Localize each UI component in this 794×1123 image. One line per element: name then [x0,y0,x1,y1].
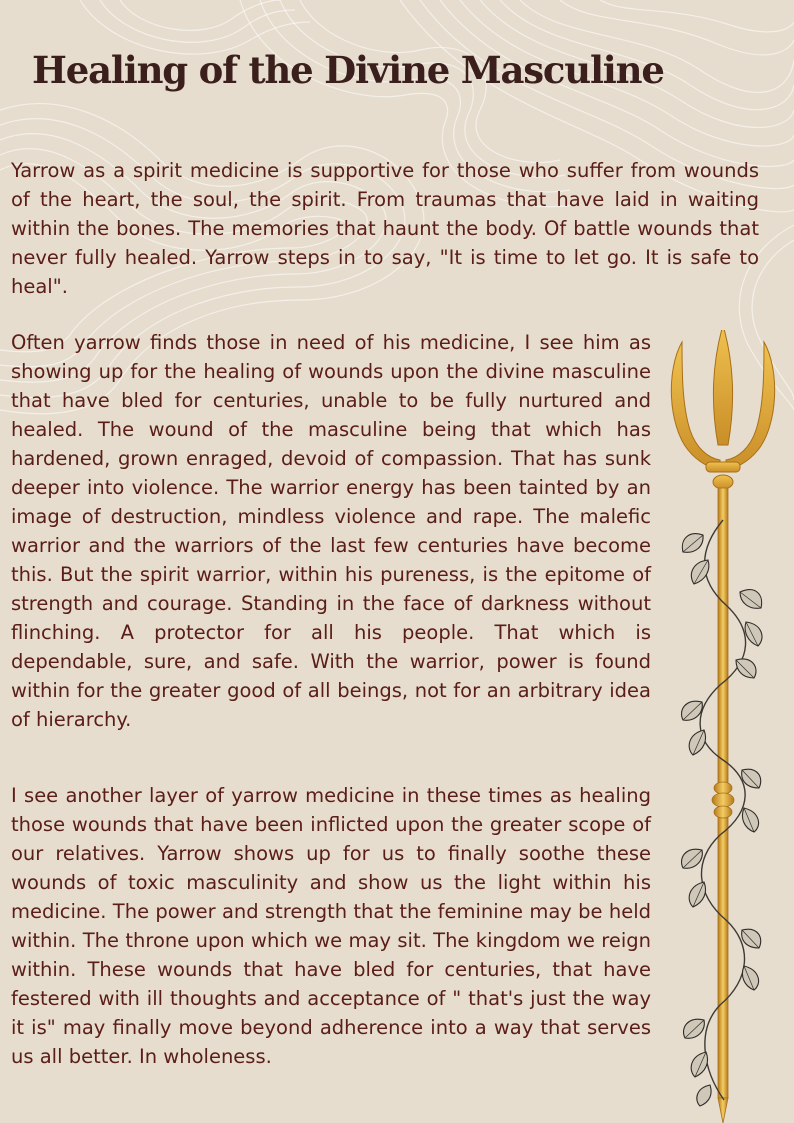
trident-head [671,330,774,489]
paragraph-3: I see another layer of yarrow medicine in these times as healing those wounds that have been inflicted upon the greater scope of our relatives. Yarrow shows up for us to finally soothe these wounds of toxic masculinity and show us the light within his medicine. The power and strength that the feminine may be held within. The throne upon which we may sit. The kingdom we reign within. These wounds that have bled for centuries, that have festered with ill thoughts and acceptance of " that's just the way it is" may finally move beyond adherence into a way that serves us all better. In wholeness. [11,784,651,1068]
trident-illustration [658,330,788,1123]
paragraph-2: Often yarrow finds those in need of his medicine, I see him as showing up for the healing of wounds upon the divine masculine that have bled for centuries, unable to be fully nurtured and healed. The wound of the masculine being that which has hardened, grown enraged, devoid of compassion. That has sunk deeper into violence. The warrior energy has been tainted by an image of destruction, mindless violence and rape. The malefic warrior and the warriors of the last few centuries have become this. But the spirit warrior, within his pureness, is the epitome of strength and courage. Standing in the face of darkness without flinching. A protector for all his people. That which is dependable, sure, and safe. With the warrior, power is found within for the greater good of all beings, not for an arbitrary idea of hierarchy. [11,331,651,731]
paragraph-1: Yarrow as a spirit medicine is supportive for those who suffer from wounds of the heart, the soul, the spirit. From traumas that have laid in waiting within the bones. The memories that haunt the body. Of battle wounds that never fully healed. Yarrow steps in to say, "It is time to let go. It is safe to heal". [11,159,759,298]
page-title: Healing of the Divine Masculine [32,48,664,92]
